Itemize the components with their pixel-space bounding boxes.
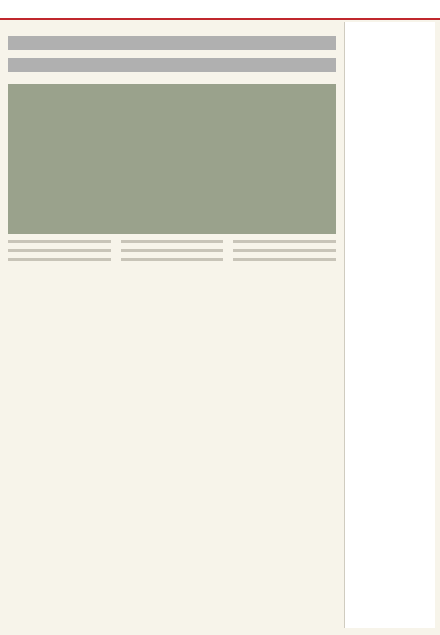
- column: [233, 240, 336, 628]
- text-line: [8, 258, 111, 261]
- body-columns: [8, 240, 336, 628]
- text-line: [121, 240, 224, 243]
- masthead: [0, 0, 440, 20]
- column: [121, 240, 224, 628]
- text-line: [8, 240, 111, 243]
- text-line: [8, 249, 111, 252]
- text-line: [121, 258, 224, 261]
- headline-line: [8, 36, 336, 50]
- sidebar: [344, 22, 435, 628]
- subheadline-line: [8, 58, 336, 72]
- text-line: [233, 249, 336, 252]
- lead-photo: [8, 84, 336, 234]
- text-line: [121, 249, 224, 252]
- column: [8, 240, 111, 628]
- text-line: [233, 258, 336, 261]
- text-line: [233, 240, 336, 243]
- page-headline: [8, 36, 336, 78]
